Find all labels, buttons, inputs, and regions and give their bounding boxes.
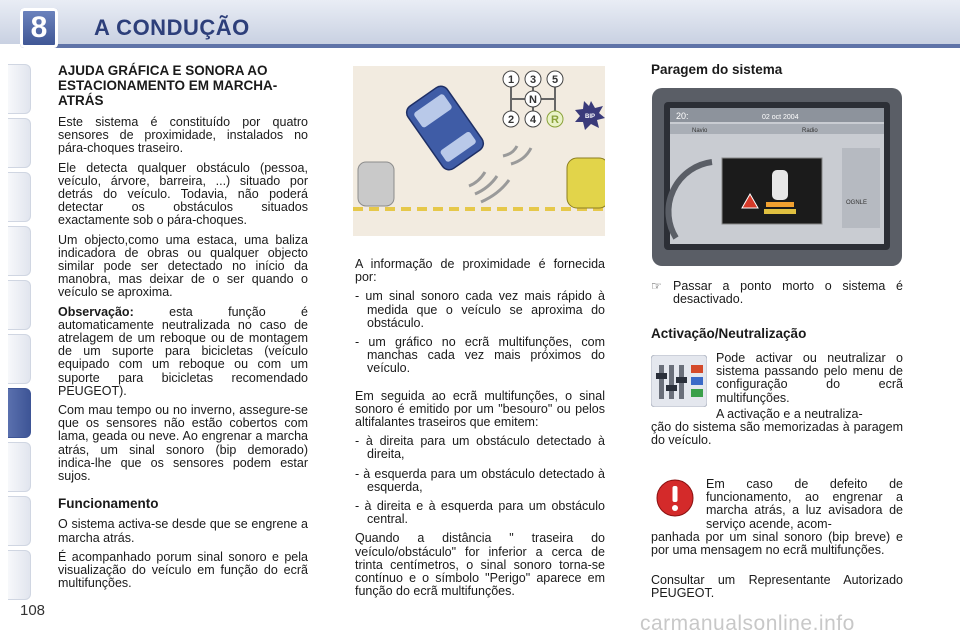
observation-text: esta função é automaticamente neutralizada no caso de atrelagem de um reboque ou de montagem de um suporte para bicicletas (veículo equipado com um reboque ou com um suporte para bicicletas recomendado PEUGEOT). <box>58 304 308 398</box>
right-column <box>651 63 903 76</box>
fault-text: panhada por um sinal sonoro (bip breve) e por uma mensagem no ecrã multifunções. <box>651 530 903 558</box>
left-column <box>58 63 308 597</box>
watermark: carmanualsonline.info <box>640 612 855 635</box>
list-item: - um gráfico no ecrã multifunções, com manchas cada vez mais próximos do veículo. <box>355 335 605 376</box>
paragraph: Este sistema é constituído por quatro sensores de proximidade, instalados no pára-choques traseiro. <box>58 115 308 156</box>
pointing-hand-icon: ☞ <box>651 279 662 293</box>
chapter-tab[interactable] <box>8 118 31 168</box>
observation-label: Observação: <box>58 304 134 319</box>
chapter-tab[interactable] <box>8 496 31 546</box>
proximity-band <box>764 209 796 214</box>
dealer-text: Consultar um Representante Autorizado PEUGEOT. <box>651 573 903 601</box>
warning-icon <box>655 478 695 518</box>
screen-date: 02 oct 2004 <box>762 114 799 121</box>
section-title: AJUDA GRÁFICA E SONORA AO ESTACIONAMENTO EM MARCHA-ATRÁS <box>58 63 278 108</box>
chapter-number: 8 <box>30 11 48 44</box>
list-item: - à direita e à esquerda para um obstáculo central. <box>355 499 605 527</box>
list-item: - à esquerda para um obstáculo detectado à esquerda, <box>355 466 605 494</box>
gear-label: 2 <box>507 114 515 126</box>
paragraph: O sistema activa-se desde que se engrene a marcha atrás. <box>58 517 308 545</box>
parking-illustration <box>353 66 605 236</box>
multifunction-screen-illustration <box>652 88 902 266</box>
chapter-tab[interactable] <box>8 280 31 330</box>
screen-menu-left: Navio <box>692 128 708 134</box>
paragraph: Em seguida ao ecrã multifunções, o sinal sonoro é emitido por um "besouro" ou pelos altifalantes traseiros que emitem: <box>355 388 605 430</box>
proximity-band <box>766 202 794 207</box>
middle-column <box>355 258 605 604</box>
chapter-tab-active[interactable] <box>8 388 31 438</box>
chapter-tab[interactable] <box>8 442 31 492</box>
gear-label: R <box>551 114 559 126</box>
activation-memory-line: ção do sistema são memorizadas à paragem do veículo. <box>651 420 903 448</box>
screen-side-panel <box>842 148 880 228</box>
car-top-view <box>772 170 788 200</box>
screen-time: 20: <box>676 111 689 121</box>
paragraph: Com mau tempo ou no inverno, assegure-se que os sensores não estão cobertos com lama, geada ou neve. Ao engrenar a marcha atrás, um sinal sonoro (bip demorado) indica-lhe que os sensores podem estar sujos. <box>58 403 308 484</box>
list-item: - um sinal sonoro cada vez mais rápido à medida que o veículo se aproxima do obstáculo. <box>355 289 605 330</box>
gear-pattern <box>503 71 563 127</box>
header-rule <box>24 44 960 48</box>
gear-label: 3 <box>529 74 537 86</box>
chapter-tab[interactable] <box>8 64 31 114</box>
paragraph: Quando a distância " traseira do veículo/obstáculo" for inferior a cerca de trinta centímetros, o sinal sonoro torna-se contínuo e o símbolo "Perigo" aparece em função do ecrã multifunções. <box>355 531 605 599</box>
chapter-tab[interactable] <box>8 172 31 222</box>
activation-memory-text <box>651 408 903 448</box>
configuration-switch-icon <box>651 355 707 407</box>
functioning-heading: Funcionamento <box>58 496 159 512</box>
stop-heading: Paragem do sistema <box>651 62 783 77</box>
screen-menu-right: Radio <box>802 128 818 134</box>
gear-label: 4 <box>529 114 537 126</box>
paragraph: A informação de proximidade é fornecida por: <box>355 257 605 285</box>
chapter-badge <box>20 8 58 48</box>
paragraph: É acompanhado porum sinal sonoro e pela visualização do veículo em função do ecrã multifunções. <box>58 549 308 591</box>
stop-text: Passar a ponto morto o sistema é desactivado. <box>673 279 903 307</box>
observation-paragraph <box>58 306 308 398</box>
chapter-tab[interactable] <box>8 226 31 276</box>
bip-label: BIP <box>584 114 596 120</box>
chapter-tab[interactable] <box>8 550 31 600</box>
gear-label: 5 <box>551 74 559 86</box>
fault-text: Em caso de defeito de funcionamento, ao engrenar a marcha atrás, a luz avisadora de serviço acende, acom- <box>706 477 903 531</box>
page-number: 108 <box>20 602 46 619</box>
page-header <box>0 0 960 50</box>
chapter-title: A CONDUÇÃO <box>94 15 250 40</box>
screen-side-label: OGNLE <box>846 200 868 206</box>
gear-label: 1 <box>507 74 515 86</box>
list-item: - à direita para um obstáculo detectado à direita, <box>355 434 605 462</box>
chapter-tab[interactable] <box>8 334 31 384</box>
paragraph: Um objecto,como uma estaca, uma baliza indicadora de obras ou qualquer objecto similar pode ser detectado no início da manobra, mas deixar de o ser quando o veículo se aproxima. <box>58 232 308 300</box>
activation-memory-line: A activação e a neutraliza- <box>716 407 863 421</box>
activation-text: Pode activar ou neutralizar o sistema passando pelo menu de configuração do ecrã multifunções. <box>716 351 903 405</box>
parked-car <box>358 162 394 206</box>
paragraph: Ele detecta qualquer obstáculo (pessoa, veículo, árvore, barreira, ...) situado por detrás do veículo. Todavia, não poderá detectar os obstáculos situados exactamente sob o pára-choques. <box>58 160 308 228</box>
parked-car <box>567 158 605 208</box>
stop-instruction <box>651 280 903 306</box>
chapter-tab-strip <box>0 56 34 616</box>
gear-label: N <box>529 94 537 106</box>
activation-heading: Activação/Neutralização <box>651 326 807 341</box>
